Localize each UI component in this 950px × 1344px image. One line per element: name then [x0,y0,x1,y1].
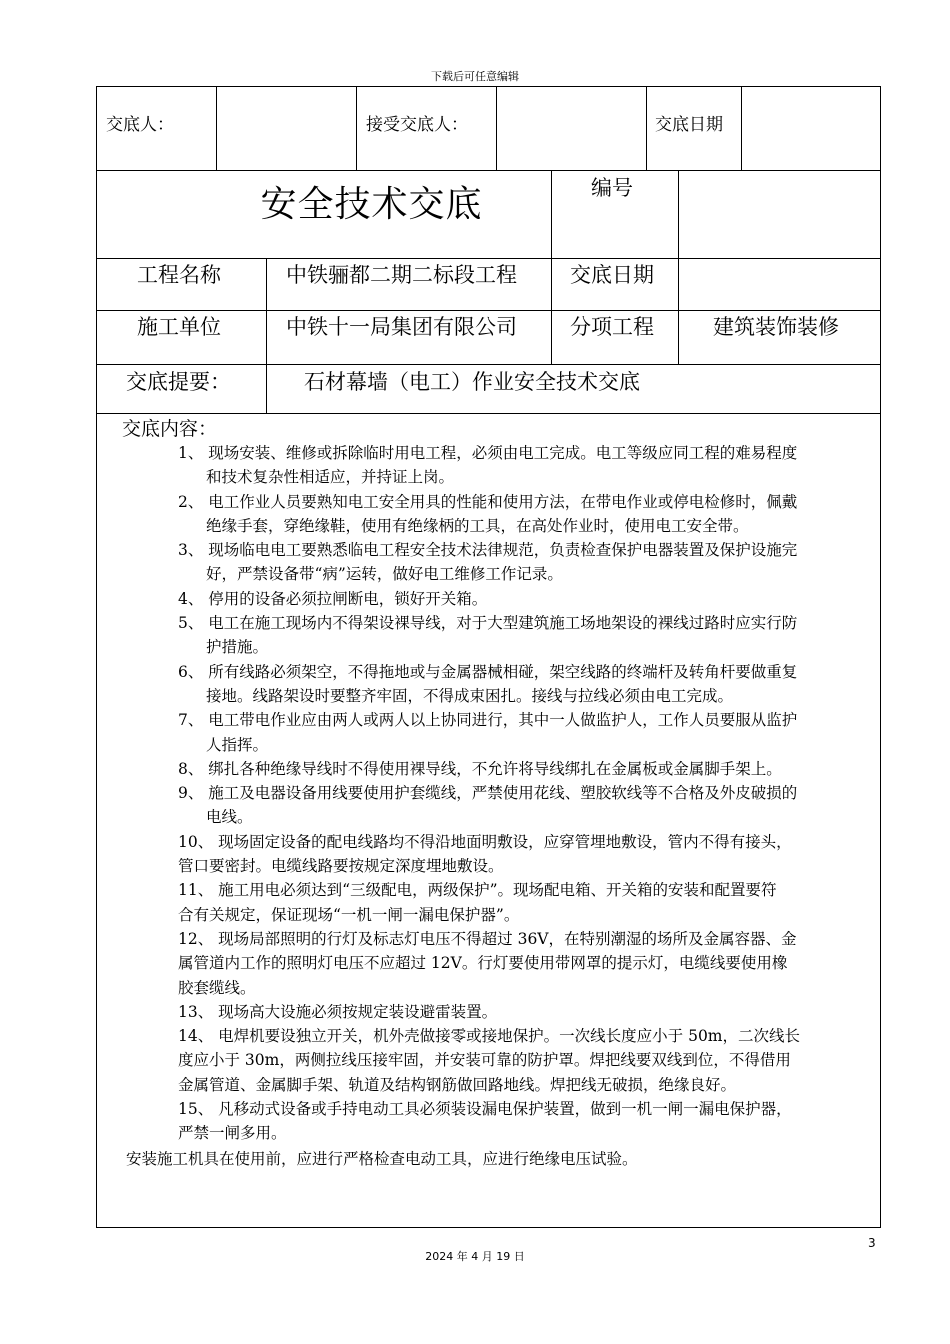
list-item-line: 属管道内工作的照明灯电压不应超过 12V。行灯要使用带网罩的提示灯，电缆线要使用橡 [178,954,788,973]
page-number: 3 [868,1236,876,1250]
footer-date: 2024 年 4 月 19 日 [425,1250,525,1263]
list-item-line: 管口要密封。电缆线路要按规定深度埋地敷设。 [178,857,504,876]
list-item-line: 度应小于 30m，两侧拉线压接牢固，并安装可靠的防护罩。焊把线要双线到位，不得借用 [178,1051,791,1070]
construction-unit-label: 施工单位 [137,315,221,339]
giver-label: 交底人： [106,115,174,135]
list-item-line: 13、 现场高大设施必须按规定装设避雷装置。 [178,1002,498,1021]
list-item-line: 6、 所有线路必须架空，不得拖地或与金属器械相碰，架空线路的终端杆及转角杆要做重复 [178,662,798,681]
list-item-line: 1、 现场安装、维修或拆除临时用电工程，必须由电工完成。电工等级应同工程的难易程度 [178,444,798,462]
list-item-line: 10、 现场固定设备的配电线路均不得沿地面明敷设，应穿管埋地敷设，管内不得有接头， [178,832,792,851]
list-item-line: 绝缘手套，穿绝缘鞋，使用有绝缘柄的工具，在高处作业时，使用电工安全带。 [206,516,749,535]
list-item-line: 5、 电工在施工现场内不得架设裸导线，对于大型建筑施工场地架设的裸线过路时应实行防 [178,614,798,633]
list-item-line: 和技术复杂性相适应，并持证上岗。 [206,468,455,487]
list-item-line: 合有关规定，保证现场“一机一闸一漏电保护器”。 [178,905,520,924]
project-name-label: 工程名称 [137,263,221,287]
sub-project-value: 建筑装饰装修 [713,315,839,339]
handover-date-label: 交底日期 [655,115,723,135]
list-item-line: 11、 施工用电必须达到“三级配电，两级保护”。现场配电箱、开关箱的安装和配置要符 [178,881,777,900]
list-item-line: 12、 现场局部照明的行灯及标志灯电压不得超过 36V，在特别潮湿的场所及金属容器、金 [178,930,797,948]
sub-project-label: 分项工程 [570,315,654,339]
list-item-line: 金属管道、金属脚手架、轨道及结构钢筋做回路地线。焊把线无破损，绝缘良好。 [178,1075,737,1094]
list-item-line: 2、 电工作业人员要熟知电工安全用具的性能和使用方法，在带电作业或停电检修时，佩戴 [178,492,798,511]
list-item-line: 好，严禁设备带“病”运转，做好电工维修工作记录。 [206,565,563,584]
list-item-line: 15、 凡移动式设备或手持电动工具必须装设漏电保护装置，做到一机一闸一漏电保护器， [178,1100,792,1119]
summary-value: 石材幕墙（电工）作业安全技术交底 [304,370,640,394]
construction-unit-value: 中铁十一局集团有限公司 [286,315,517,339]
list-item-line: 3、 现场临电电工要熟悉临电工程安全技术法律规范，负责检查保护电器装置及保护设施完 [178,541,798,560]
closing-note: 安装施工机具在使用前，应进行严格检查电动工具，应进行绝缘电压试验。 [126,1149,638,1168]
list-item-line: 7、 电工带电作业应由两人或两人以上协同进行，其中一人做监护人，工作人员要服从监护 [178,711,798,730]
list-item-line: 人指挥。 [206,735,269,754]
list-item-line: 14、 电焊机要设独立开关，机外壳做接零或接地保护。一次线长度应小于 50m，二次线长 [178,1027,801,1046]
document-title: 安全技术交底 [260,184,483,225]
list-item-line: 严禁一闸多用。 [178,1124,287,1143]
list-item-line: 电线。 [206,808,253,827]
list-item-line: 护措施。 [206,638,269,657]
receiver-label: 接受交底人： [366,115,468,135]
list-item-line: 9、 施工及电器设备用线要使用护套缆线，严禁使用花线、塑胶软线等不合格及外皮破损的 [178,784,798,803]
list-item-line: 8、 绑扎各种绝缘导线时不得使用裸导线，不允许将导线绑扎在金属板或金属脚手架上。 [178,759,782,778]
number-label: 编号 [591,176,633,200]
summary-label: 交底提要： [126,370,231,394]
project-name-value: 中铁骊都二期二标段工程 [286,263,517,287]
list-item-line: 接地。线路架设时要整齐牢固，不得成束困扎。接线与拉线必须由电工完成。 [206,686,734,705]
list-item-line: 胶套缆线。 [178,978,256,997]
handover-date-label-2: 交底日期 [570,263,654,287]
list-item-line: 4、 停用的设备必须拉闸断电，锁好开关箱。 [178,589,488,608]
content-heading: 交底内容： [122,418,218,440]
header-note: 下载后可任意编辑 [431,70,519,83]
